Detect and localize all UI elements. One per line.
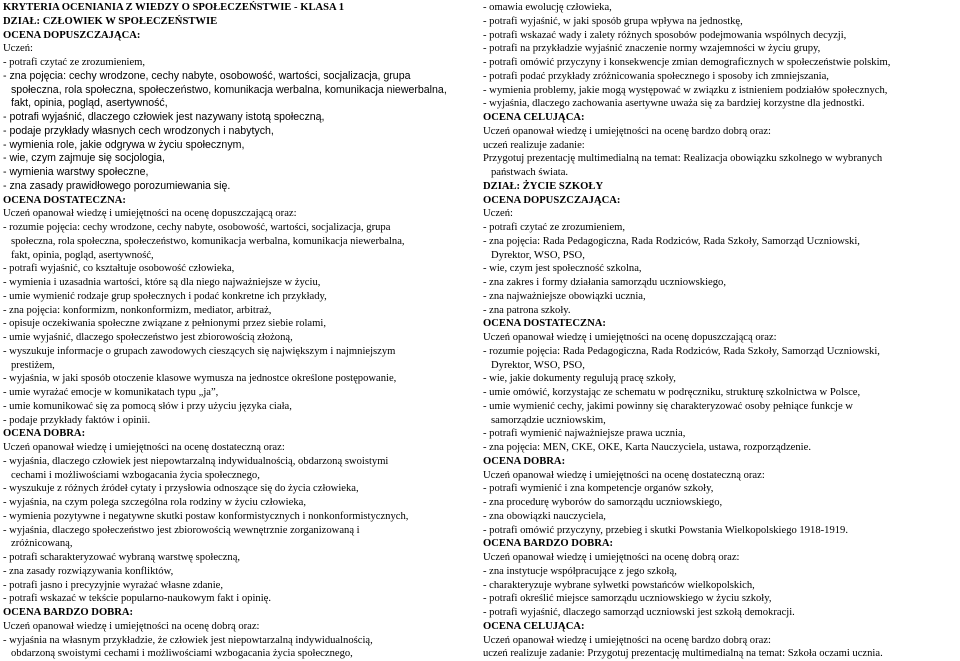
- text-line: społeczna, rola społeczna, społeczeństwo, komunikacja werbalna, komunikacja niewerbalna,: [11, 83, 447, 96]
- text-line: - wie, czym zajmuje się socjologia,: [3, 152, 165, 165]
- text-line: fakt, opinia, pogląd, asertywność,: [11, 249, 154, 261]
- left-column: [3, 1, 473, 661]
- text-line: prestiżem,: [11, 359, 55, 371]
- text-line: Uczeń opanował wiedzę i umiejętności na ocenę dobrą oraz:: [483, 552, 740, 563]
- section-heading: OCENA BARDZO DOBRA:: [3, 607, 134, 618]
- text-line: - wyjaśnia na własnym przykładzie, że człowiek jest niepowtarzalną indywidualnością,: [3, 634, 373, 646]
- text-line: - charakteryzuje wybrane sylwetki powstańców wielkopolskich,: [483, 579, 755, 591]
- text-line: społeczna, rola społeczna, społeczeństwo, komunikacja werbalna, komunikacja niewerbalna,: [11, 235, 405, 247]
- text-line: Uczeń opanował wiedzę i umiejętności na ocenę dopuszczającą oraz:: [3, 208, 297, 220]
- text-line: - potrafi wskazać wady i zalety różnych sposobów podejmowania wspólnych decyzji,: [483, 29, 847, 41]
- text-line: - umie wyrażać emocje w komunikatach typu „ja”,: [3, 387, 219, 398]
- text-line: Dyrektor, WSO, PSO,: [491, 249, 585, 261]
- text-line: - potrafi określić miejsce samorządu uczniowskiego w życiu szkoły,: [483, 593, 772, 605]
- text-line: - rozumie pojęcia: cechy wrodzone, cechy nabyte, osobowość, wartości, socjalizacja, grupa: [3, 222, 391, 233]
- text-line: - podaje przykłady własnych cech wrodzonych i nabytych,: [3, 124, 274, 137]
- text-line: - wymienia problemy, jakie mogą występować w związku z istnieniem podziałów społecznych,: [483, 84, 888, 96]
- text-line: - potrafi czytać ze zrozumieniem,: [3, 57, 146, 68]
- text-line: Uczeń opanował wiedzę i umiejętności na ocenę dostateczną oraz:: [483, 469, 765, 481]
- text-line: Uczeń:: [3, 43, 33, 55]
- text-line: - potrafi czytać ze zrozumieniem,: [483, 222, 626, 233]
- text-line: - umie wymienić rodzaje grup społecznych i podać konkretne ich przykłady,: [3, 290, 327, 302]
- section-heading: OCENA DOSTATECZNA:: [3, 194, 126, 206]
- text-line: uczeń realizuje zadanie: Przygotuj prezentację multimedialną na temat: Szkoła oczami ucznia.: [483, 648, 883, 660]
- text-line: - wyjaśnia, na czym polega szczególna rola rodziny w życiu człowieka,: [3, 497, 306, 508]
- section-heading: DZIAŁ: ŻYCIE SZKOŁY: [483, 180, 604, 192]
- text-line: - rozumie pojęcia: Rada Pedagogiczna, Rada Rodziców, Rada Szkoły, Samorząd Uczniowski,: [483, 345, 880, 357]
- section-heading: OCENA DOBRA:: [483, 455, 566, 467]
- text-line: - zna zasady prawidłowego porozumiewania się.: [3, 179, 231, 192]
- text-line: - zna instytucje współpracujące z jego szkołą,: [483, 565, 677, 577]
- text-line: - potrafi na przykładzie wyjaśnić znaczenie normy wzajemności w życiu grupy,: [483, 43, 821, 55]
- text-line: - zna obowiązki nauczyciela,: [483, 510, 606, 522]
- text-line: - potrafi wyjaśnić, co kształtuje osobowość człowieka,: [3, 263, 235, 275]
- text-line: - zna pojęcia: konformizm, nonkonformizm, mediator, arbitraż,: [3, 304, 272, 316]
- text-line: - potrafi podać przykłady zróżnicowania społecznego i sposoby ich zmniejszania,: [483, 70, 829, 82]
- text-line: - umie wyjaśnić, dlaczego społeczeństwo jest zbiorowością złożoną,: [3, 332, 293, 343]
- text-line: - zna zasady rozwiązywania konfliktów,: [3, 565, 174, 577]
- text-line: zróżnicowaną,: [11, 538, 73, 550]
- section-heading: OCENA DOSTATECZNA:: [483, 318, 606, 330]
- text-line: - potrafi wymienić najważniejsze prawa ucznia,: [483, 428, 686, 440]
- text-line: - opisuje oczekiwania społeczne związane z pełnionymi przez siebie rolami,: [3, 318, 326, 330]
- text-line: - wyjaśnia, w jaki sposób otoczenie klasowe wymusza na jednostce określone postępowanie,: [3, 373, 397, 385]
- text-line: - potrafi wyjaśnić, dlaczego człowiek jest nazywany istotą społeczną,: [3, 111, 325, 123]
- text-line: - zna zakres i formy działania samorządu uczniowskiego,: [483, 277, 726, 288]
- text-line: - potrafi jasno i precyzyjnie wyrażać własne zdanie,: [3, 579, 224, 591]
- section-heading: KRYTERIA OCENIANIA Z WIEDZY O SPOŁECZEŃSTWIE - KLASA 1: [3, 2, 345, 13]
- text-line: - potrafi wskazać w tekście popularno-naukowym fakt i opinię.: [3, 593, 271, 605]
- right-column: [483, 1, 958, 661]
- text-line: - potrafi scharakteryzować wybraną warstwę społeczną,: [3, 552, 241, 563]
- text-line: - potrafi wyjaśnić, dlaczego samorząd uczniowski jest szkołą demokracji.: [483, 607, 795, 618]
- text-line: - wyjaśnia, dlaczego człowiek jest niepowtarzalną indywidualnością, obdarzoną swoistymi: [3, 455, 389, 467]
- text-line: Dyrektor, WSO, PSO,: [491, 359, 585, 371]
- text-line: Uczeń opanował wiedzę i umiejętności na ocenę dopuszczającą oraz:: [483, 332, 777, 343]
- text-line: - zna pojęcia: Rada Pedagogiczna, Rada Rodziców, Rada Szkoły, Samorząd Uczniowski,: [483, 235, 860, 247]
- text-line: fakt, opinia, pogląd, asertywność,: [11, 97, 168, 110]
- text-line: - wie, czym jest społeczność szkolna,: [483, 263, 642, 275]
- text-line: obdarzoną swoistymi cechami i możliwościami wzbogacania życia społecznego,: [11, 648, 353, 660]
- text-line: - umie wymienić cechy, jakimi powinny się charakteryzować osoby pełniące funkcje w: [483, 400, 853, 412]
- text-line: - potrafi omówić przyczyny, przebieg i skutki Powstania Wielkopolskiego 1918-1919.: [483, 524, 848, 536]
- section-heading: DZIAŁ: CZŁOWIEK W SPOŁECZEŃSTWIE: [3, 15, 218, 27]
- text-line: - potrafi wyjaśnić, w jaki sposób grupa wpływa na jednostkę,: [483, 15, 743, 27]
- section-heading: OCENA CELUJĄCA:: [483, 620, 585, 632]
- text-line: - potrafi wymienić i zna kompetencje organów szkoły,: [483, 483, 714, 495]
- text-line: - zna pojęcia: MEN, CKE, OKE, Karta Nauczyciela, ustawa, rozporządzenie.: [483, 442, 811, 453]
- text-line: - umie komunikować się za pomocą słów i przy użyciu języka ciała,: [3, 400, 292, 412]
- text-line: - zna patrona szkoły.: [483, 304, 571, 316]
- section-heading: OCENA DOPUSZCZAJĄCA:: [483, 194, 621, 206]
- text-line: - zna procedurę wyborów do samorządu uczniowskiego,: [483, 497, 723, 508]
- text-line: - wyszukuje z różnych źródeł cytaty i przysłowia odnoszące się do życia człowieka,: [3, 483, 359, 495]
- text-line: - wymienia pozytywne i negatywne skutki postaw konformistycznych i nonkonformistycznych,: [3, 510, 409, 522]
- text-line: - wymienia i uzasadnia wartości, które są dla niego najważniejsze w życiu,: [3, 277, 321, 288]
- text-line: - wyszukuje informacje o grupach zawodowych cieszących się największym i najmniejszym: [3, 345, 396, 357]
- text-line: - zna pojęcia: cechy wrodzone, cechy nabyte, osobowość, wartości, socjalizacja, grupa: [3, 69, 411, 82]
- text-line: - potrafi omówić przyczyny i konsekwencje zmian demograficznych w społeczeństwie polskim,: [483, 57, 891, 68]
- text-line: - wyjaśnia, dlaczego społeczeństwo jest zbiorowością wewnętrznie zorganizowaną i: [3, 524, 360, 536]
- text-line: - omawia ewolucję człowieka,: [483, 2, 612, 13]
- section-heading: OCENA DOPUSZCZAJĄCA:: [3, 29, 141, 41]
- text-line: Uczeń opanował wiedzę i umiejętności na ocenę dostateczną oraz:: [3, 442, 285, 453]
- text-line: państwach świata.: [491, 167, 569, 178]
- text-line: Przygotuj prezentację multimedialną na temat: Realizacja obowiązku szkolnego w wybranych: [483, 153, 883, 165]
- text-line: - podaje przykłady faktów i opinii.: [3, 414, 151, 426]
- text-line: - wie, jakie dokumenty regulują pracę szkoły,: [483, 373, 676, 385]
- text-line: - wymienia warstwy społeczne,: [3, 166, 149, 178]
- text-line: cechami i możliwościami wzbogacania życia społecznego,: [11, 469, 260, 481]
- section-heading: OCENA DOBRA:: [3, 428, 86, 440]
- text-line: Uczeń opanował wiedzę i umiejętności na ocenę bardzo dobrą oraz:: [483, 125, 771, 137]
- text-line: uczeń realizuje zadanie:: [483, 139, 585, 151]
- text-line: Uczeń opanował wiedzę i umiejętności na ocenę bardzo dobrą oraz:: [483, 634, 771, 646]
- text-line: - umie omówić, korzystając ze schematu w podręczniku, strukturę szkolnictwa w Polsce,: [483, 387, 861, 398]
- section-heading: OCENA BARDZO DOBRA:: [483, 538, 614, 550]
- text-line: samorządzie uczniowskim,: [491, 414, 606, 426]
- text-line: - zna najważniejsze obowiązki ucznia,: [483, 290, 646, 302]
- text-line: Uczeń opanował wiedzę i umiejętności na ocenę dobrą oraz:: [3, 620, 260, 632]
- text-line: - wymienia role, jakie odgrywa w życiu społecznym,: [3, 138, 245, 151]
- text-line: Uczeń:: [483, 208, 513, 220]
- text-line: - wyjaśnia, dlaczego zachowania asertywne uważa się za bardziej korzystne dla jednostki.: [483, 98, 865, 110]
- section-heading: OCENA CELUJĄCA:: [483, 112, 585, 123]
